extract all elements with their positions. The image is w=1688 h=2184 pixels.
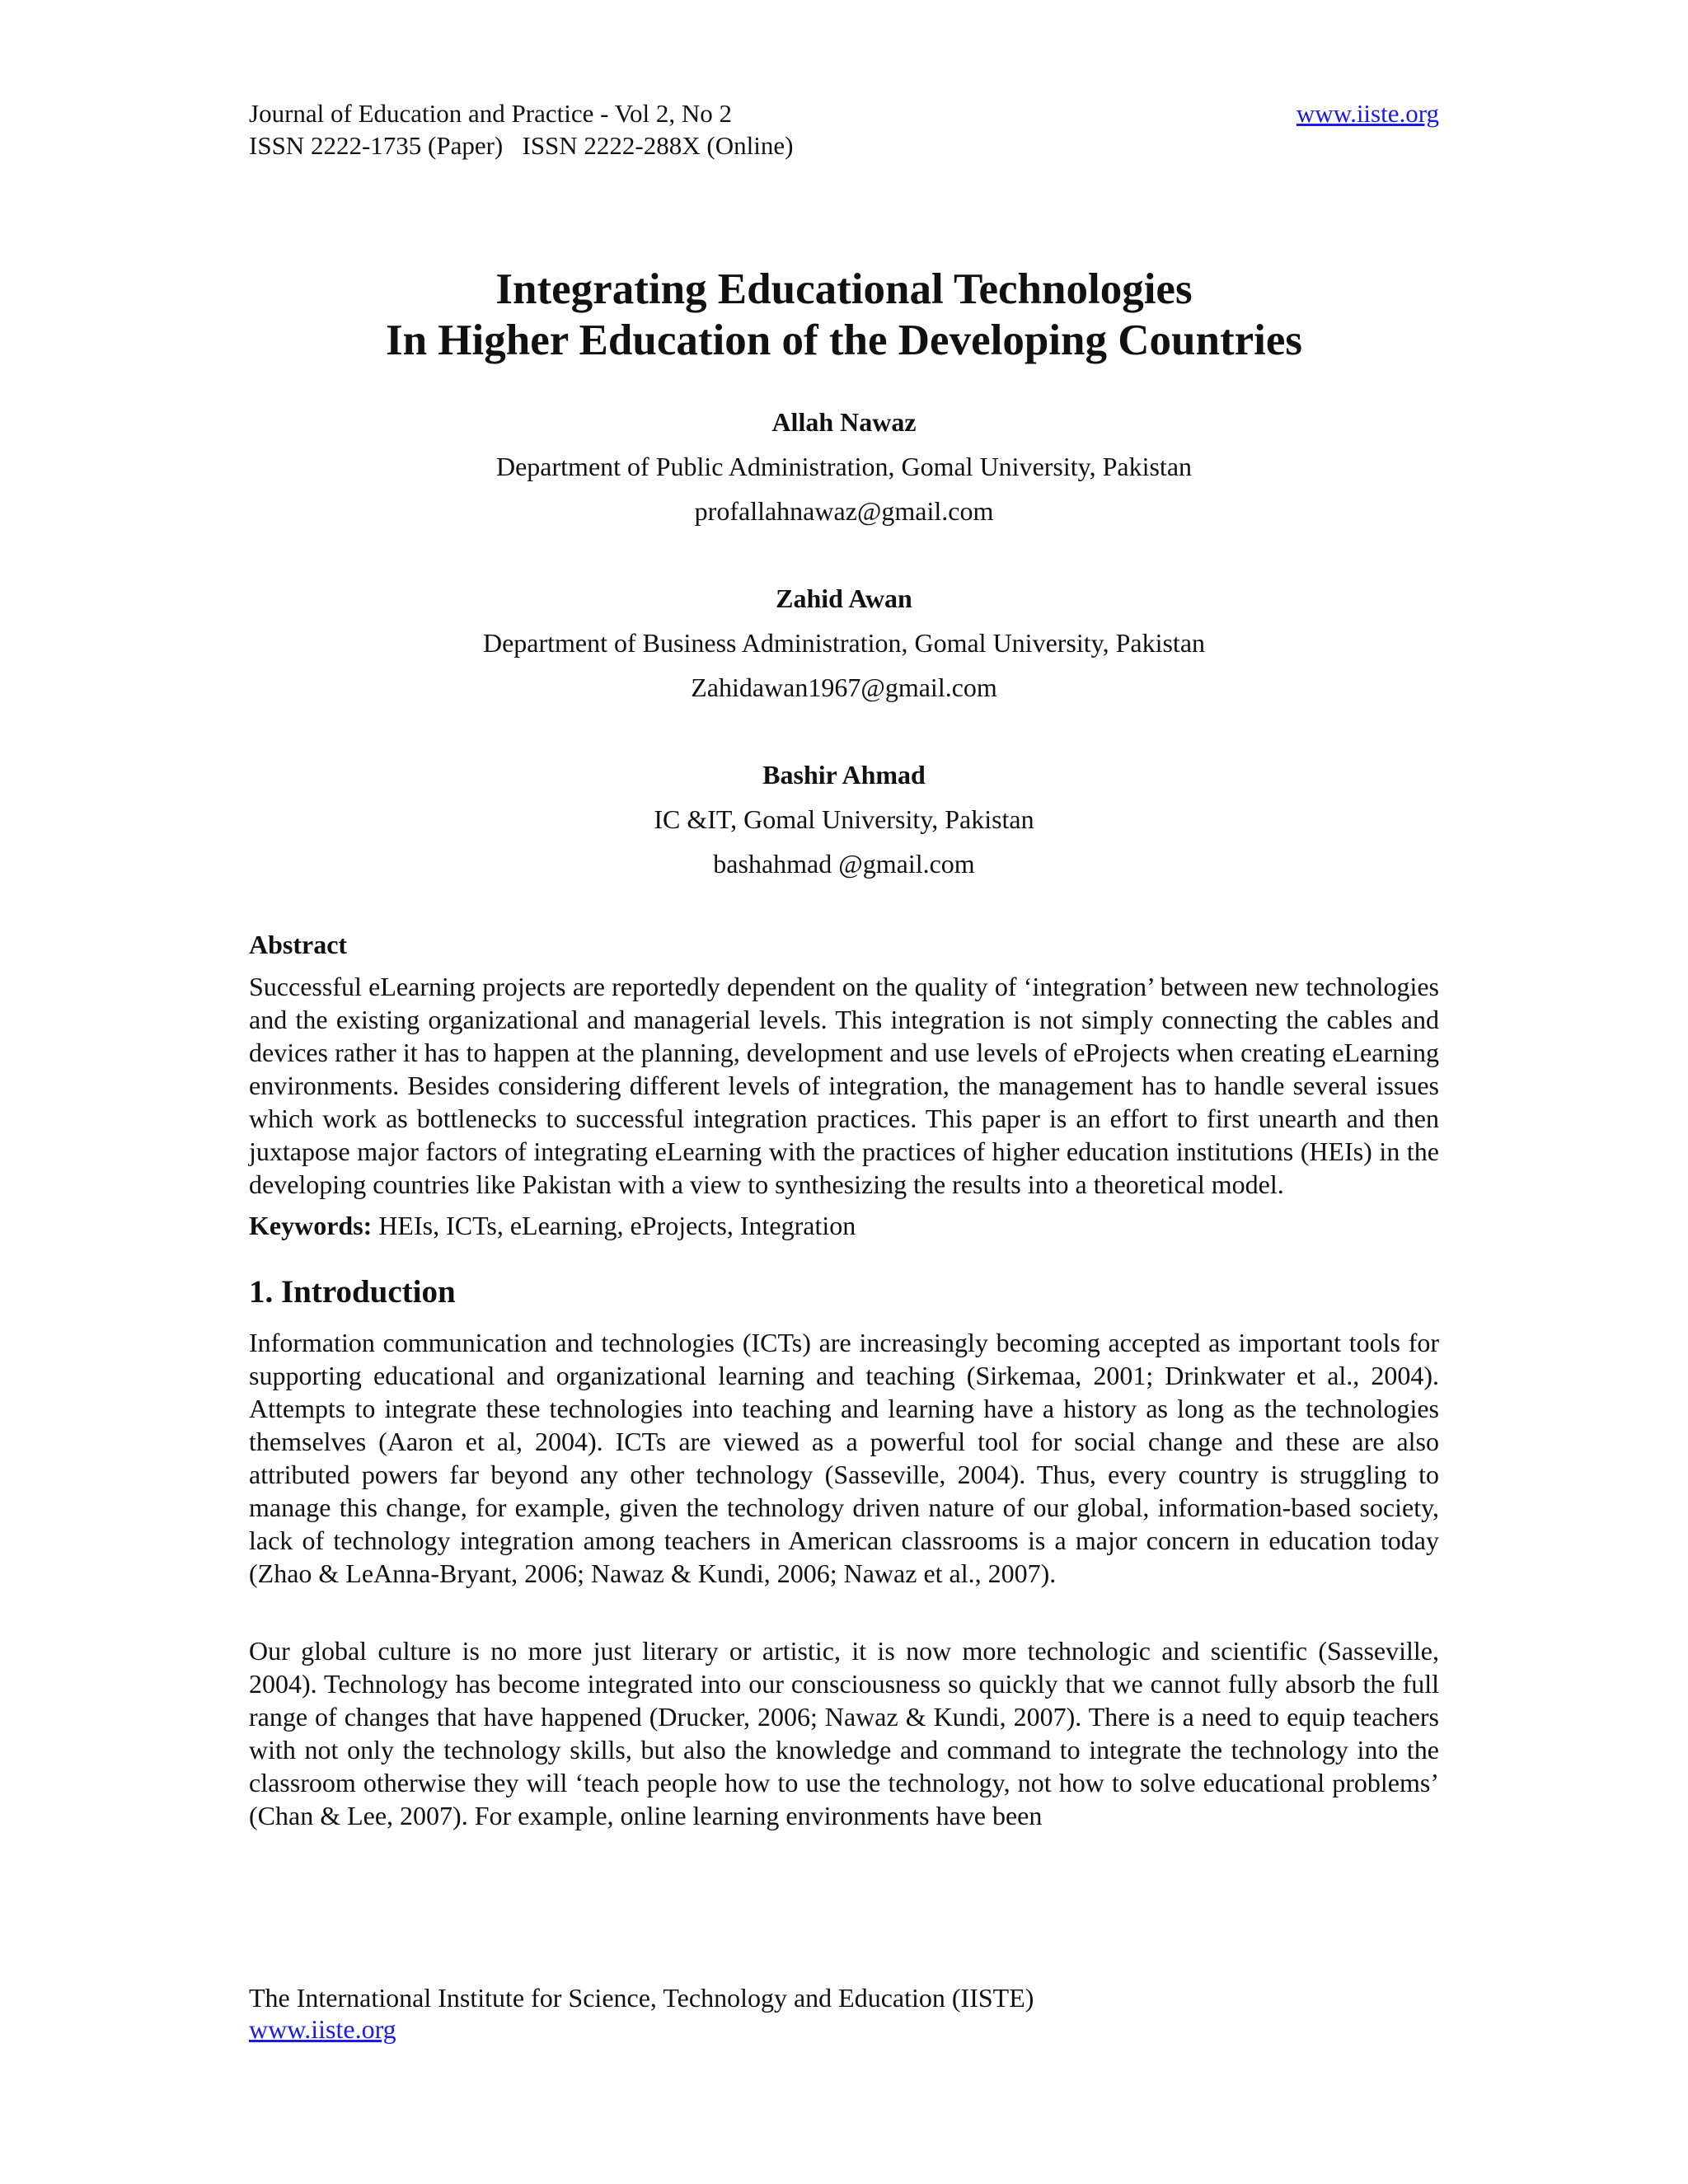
keywords-label: Keywords: xyxy=(249,1211,373,1240)
author-affiliation: Department of Public Administration, Gomal University, Pakistan xyxy=(495,452,1193,481)
author-affiliation: IC &IT, Gomal University, Pakistan xyxy=(654,804,1034,834)
page-header xyxy=(249,97,1439,162)
author-affiliation: Department of Business Administration, Gomal University, Pakistan xyxy=(482,628,1206,658)
title-line-1: Integrating Educational Technologies xyxy=(495,265,1193,313)
paper-title xyxy=(249,264,1439,366)
abstract-text: Successful eLearning projects are reportedly dependent on the quality of ‘integration’ between new technologies and the existing organizational and managerial levels. This integration is not simply connecting the cables and devices rather it has to happen at the planning, development and use levels of eProjects when creating eLearning environments. Besides considering different levels of integration, the management has to handle several issues which work as bottlenecks to successful integration practices. This paper is an effort to first unearth and then juxtapose major factors of integrating eLearning with the practices of higher education institutions (HEIs) in the developing countries like Pakistan with a view to synthesizing the results into a theoretical model. xyxy=(249,972,1439,1199)
page-footer xyxy=(249,1982,1439,2045)
author-name: Zahid Awan xyxy=(776,583,912,613)
author-block xyxy=(249,400,1439,533)
section-heading-introduction: 1. Introduction xyxy=(249,1274,456,1310)
author-email: bashahmad @gmail.com xyxy=(713,849,975,879)
author-block xyxy=(249,752,1439,886)
author-block xyxy=(249,576,1439,710)
header-website-link[interactable]: www.iiste.org xyxy=(1296,99,1439,128)
keywords-line xyxy=(249,1209,1439,1242)
intro-paragraph-2: Our global culture is no more just literary or artistic, it is now more technologic and scientific (Sasseville, 2004). Technology has become integrated into our consciousness so quickly that we cannot fully absorb the full range of changes that have happened (Drucker, 2006; Nawaz & Kundi, 2007). There is a need to equip teachers with not only the technology skills, but also the knowledge and command to integrate the technology into the classroom otherwise they will ‘teach people how to use the technology, not how to solve educational problems’ (Chan & Lee, 2007). For example, online learning environments have been xyxy=(249,1636,1439,1830)
journal-name: Journal of Education and Practice - Vol 2, No 2 xyxy=(249,99,733,128)
author-email: Zahidawan1967@gmail.com xyxy=(691,673,997,702)
author-email: profallahnawaz@gmail.com xyxy=(694,496,994,526)
footer-institute: The International Institute for Science, Technology and Education (IISTE) xyxy=(249,1983,1034,2013)
abstract-heading: Abstract xyxy=(249,930,348,959)
author-list xyxy=(249,400,1439,929)
author-name: Bashir Ahmad xyxy=(762,760,926,790)
footer-website-link[interactable]: www.iiste.org xyxy=(249,2014,396,2044)
issn-line: ISSN 2222-1735 (Paper) ISSN 2222-288X (Online) xyxy=(249,131,794,160)
author-name: Allah Nawaz xyxy=(771,407,917,437)
keywords-values: HEIs, ICTs, eLearning, eProjects, Integration xyxy=(378,1211,856,1240)
intro-paragraph-1: Information communication and technologies (ICTs) are increasingly becoming accepted as important tools for supporting educational and organizational learning and teaching (Sirkemaa, 2001; Drinkwater et al., 2004). Attempts to integrate these technologies into teaching and learning have a history as long as the technologies themselves (Aaron et al, 2004). ICTs are viewed as a powerful tool for social change and these are also attributed powers far beyond any other technology (Sasseville, 2004). Thus, every country is struggling to manage this change, for example, given the technology driven nature of our global, information-based society, lack of technology integration among teachers in American classrooms is a major concern in education today (Zhao & LeAnna-Bryant, 2006; Nawaz & Kundi, 2006; Nawaz et al., 2007). xyxy=(249,1328,1439,1588)
title-line-2: In Higher Education of the Developing Countries xyxy=(385,316,1303,364)
paper-body xyxy=(249,927,1439,1832)
